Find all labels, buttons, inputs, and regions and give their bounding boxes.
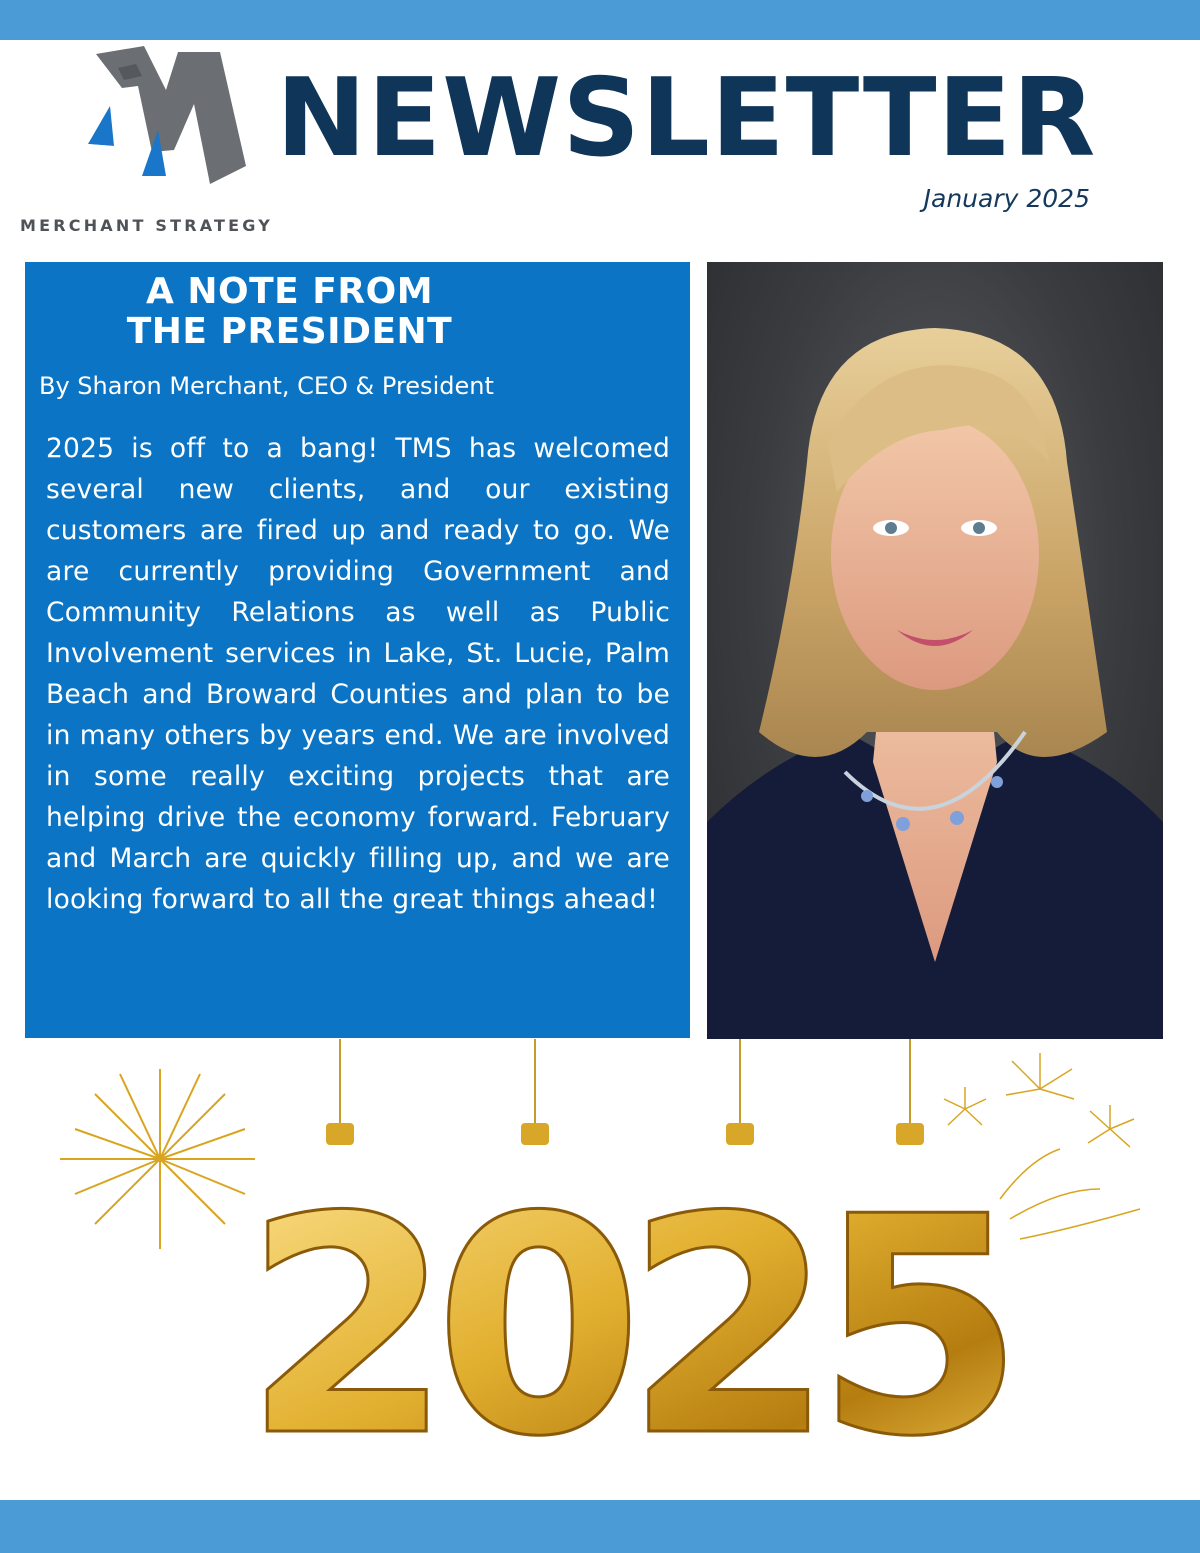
ornament-caps [326,1123,924,1145]
president-note-panel [25,262,690,1038]
merchant-strategy-logo [88,46,248,188]
issue-date: January 2025 [923,184,1090,213]
firework-left [60,1069,255,1249]
note-body: 2025 is off to a bang! TMS has welcomed several new clients, and our existing customers are fired up and ready to go. We are currently providing Government and Community Relations as well as Public Involvement services in Lake, St. Lucie, Palm Beach and Broward Counties and plan to be in many others by years end. We are involved in some really exciting projects that are helping drive the economy forward. February and March are quickly filling up, and we are looking forward to all the great things ahead! [46,433,670,915]
president-portrait [707,262,1163,1039]
note-heading-line2: THE PRESIDENT [126,311,453,352]
note-heading [0,272,622,352]
note-byline: By Sharon Merchant, CEO & President [39,372,494,400]
top-band [0,0,1200,40]
ornament-chains [340,1039,910,1123]
brand-name: MERCHANT STRATEGY [20,216,274,235]
bottom-band [0,1500,1200,1553]
portrait-illustration [707,262,1163,1039]
year-balloons: 2025 [243,1153,1007,1499]
note-heading-line1: A NOTE FROM [145,271,434,312]
newsletter-title: NEWSLETTER [276,56,1097,181]
new-year-decoration [0,1039,1200,1499]
